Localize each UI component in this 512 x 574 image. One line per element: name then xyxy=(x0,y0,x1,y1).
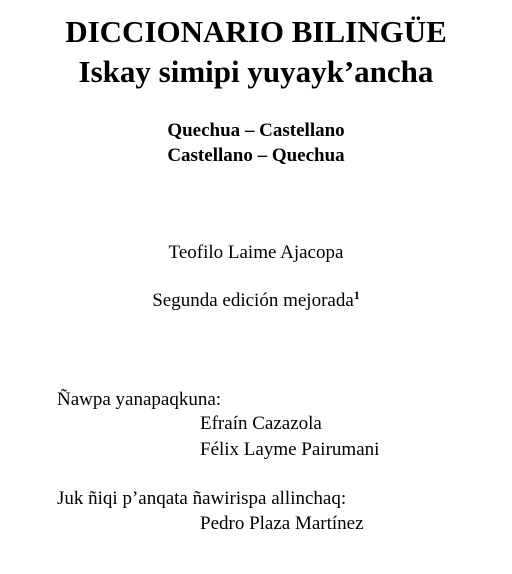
author-name: Teofilo Laime Ajacopa xyxy=(168,242,344,263)
edition-note xyxy=(0,288,512,311)
main-title: DICCIONARIO BILINGÜE xyxy=(65,14,447,49)
credit-name: Pedro Plaza Martínez xyxy=(200,513,364,534)
edition-text: Segunda edición mejorada xyxy=(152,290,354,311)
credit-heading-collaborators: Ñawpa yanapaqkuna: xyxy=(57,389,222,410)
language-pair-2: Castellano – Quechua xyxy=(167,145,345,166)
credit-name: Efraín Cazazola xyxy=(200,413,322,434)
main-subtitle: Iskay simipi yuyayk’ancha xyxy=(78,54,434,89)
credit-heading-reviewer: Juk ñiqi p’anqata ñawirispa allinchaq: xyxy=(57,488,347,509)
footnote-mark: 1 xyxy=(353,288,360,302)
credit-name: Félix Layme Pairumani xyxy=(200,439,380,460)
language-pair-1: Quechua – Castellano xyxy=(167,120,345,141)
